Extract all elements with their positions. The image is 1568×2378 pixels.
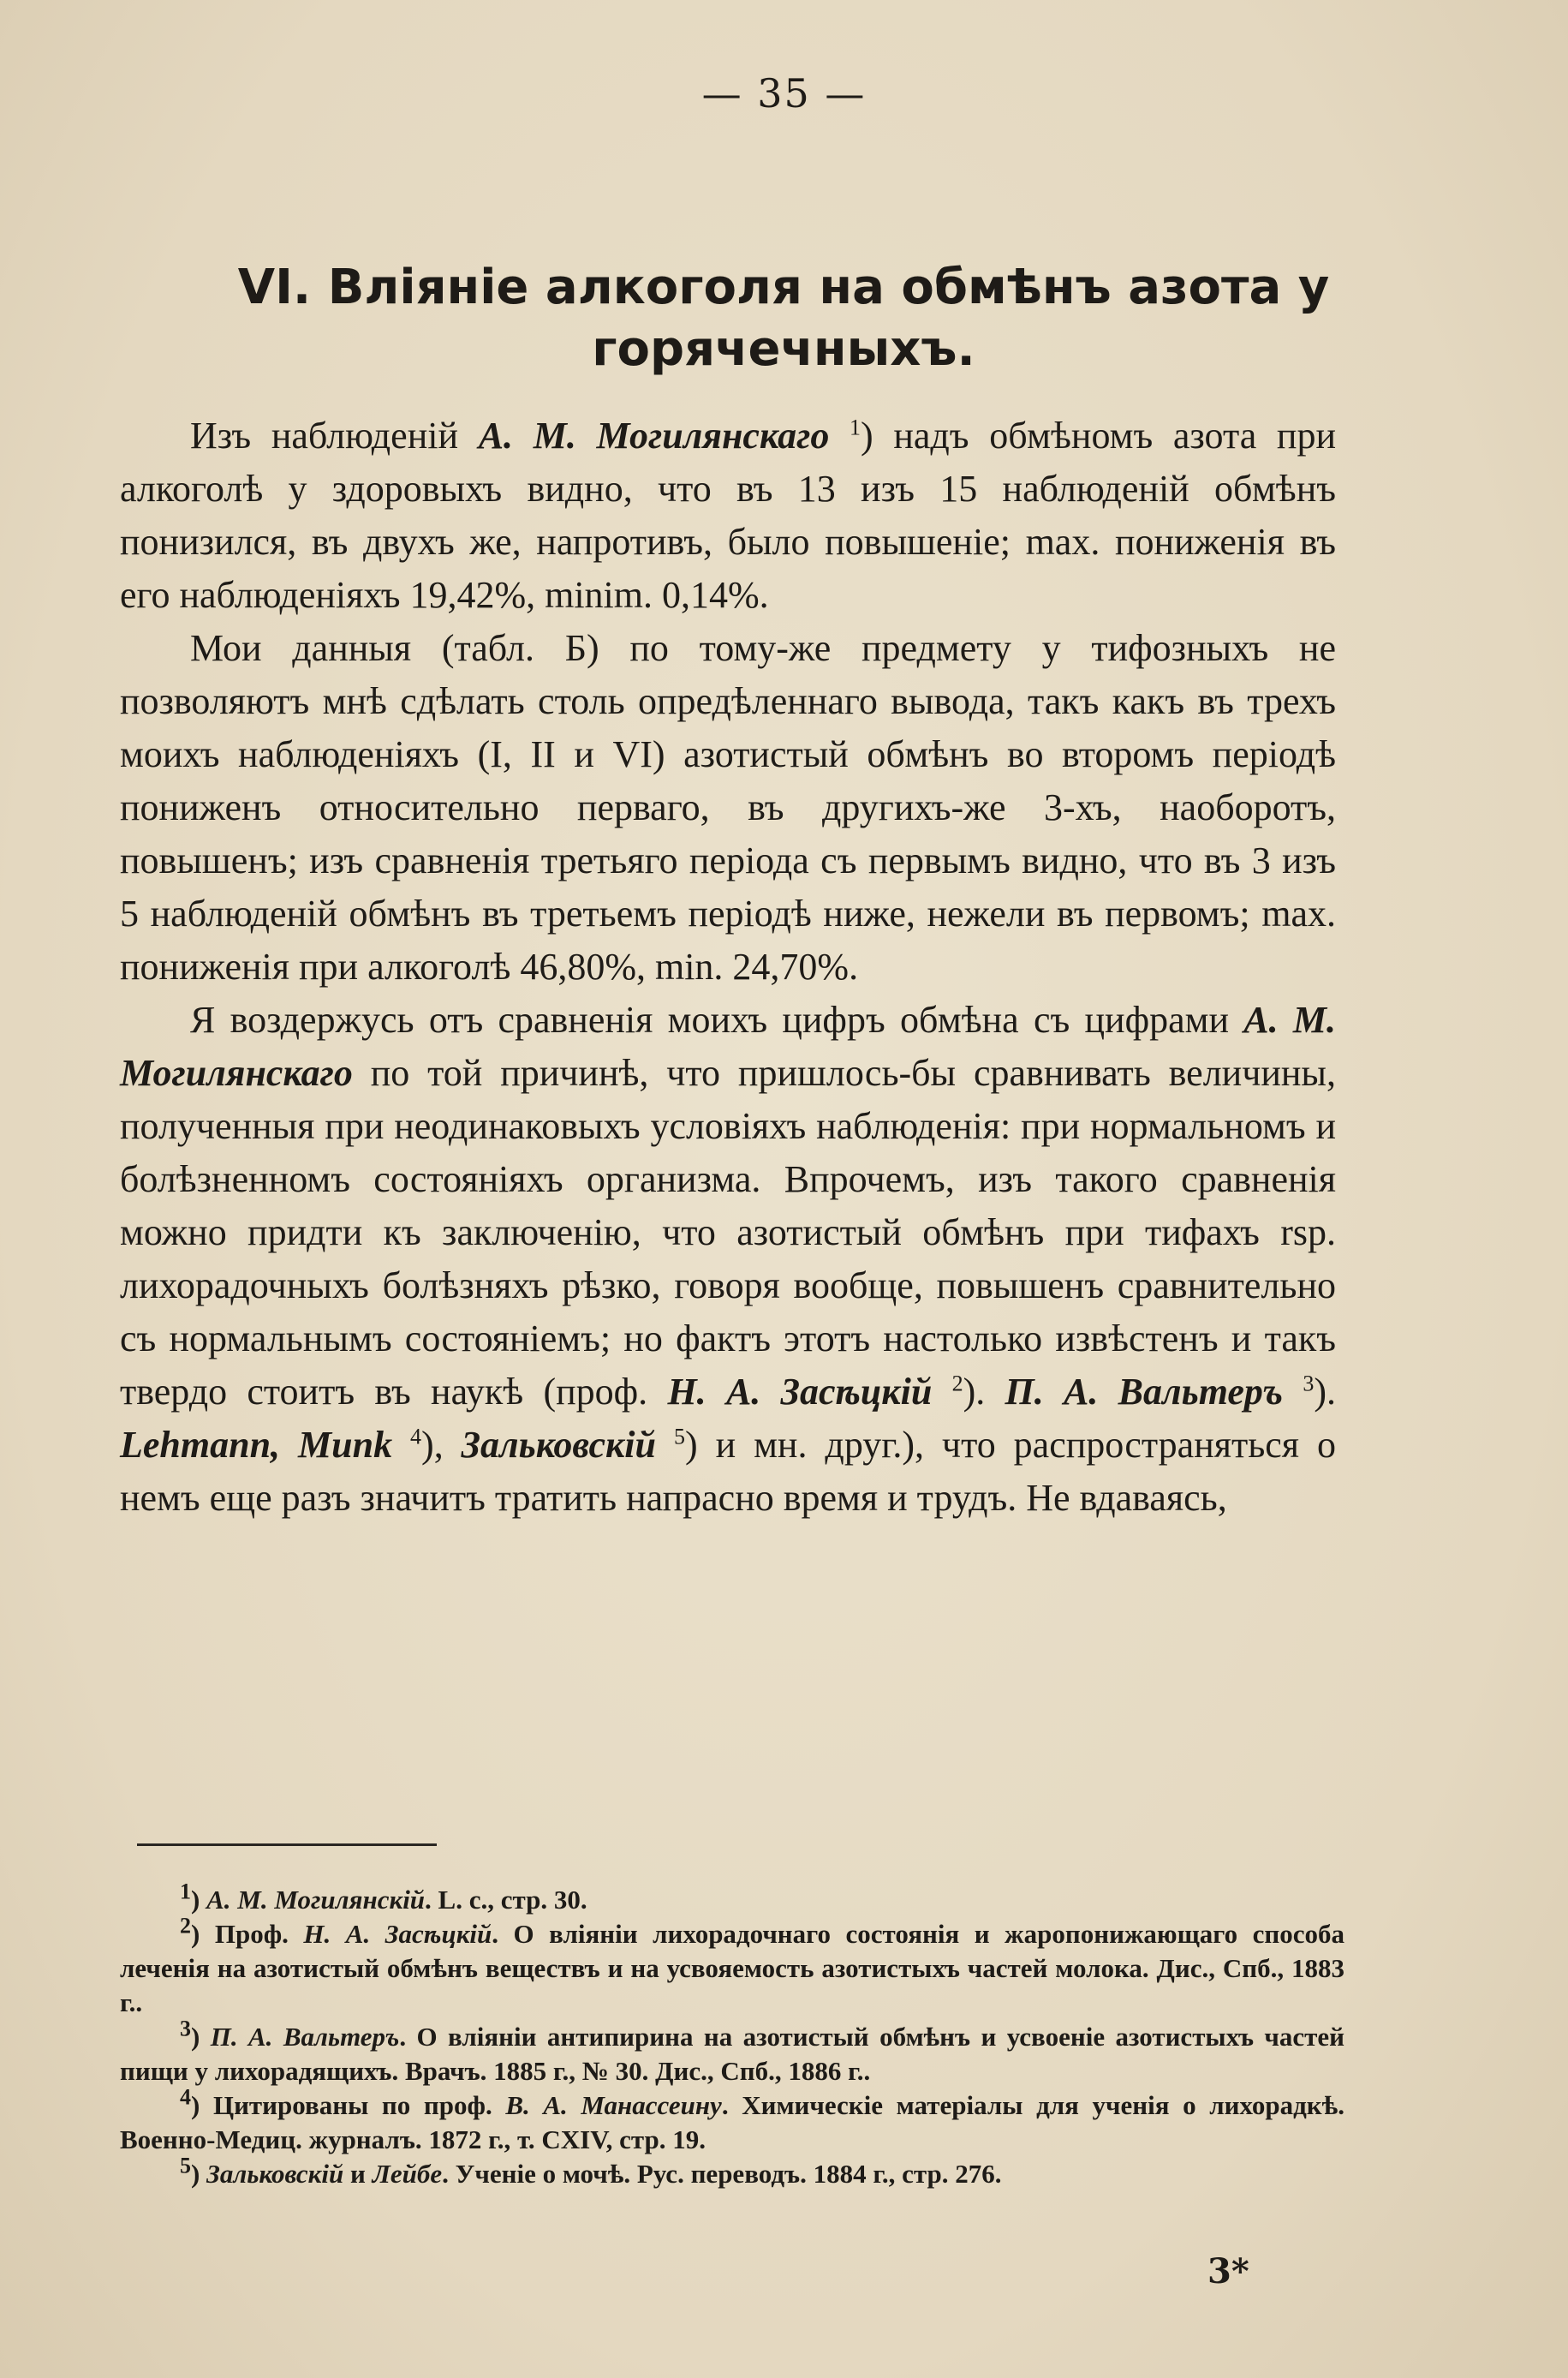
footnote-conjunction: и: [343, 2159, 373, 2189]
paragraph-3-text-f: ) и мн. друг.), что распространяться о немъ еще разъ значитъ тратить напрасно время и трудъ. Не вдаваясь,: [120, 1424, 1337, 1519]
footnote-number: 2: [180, 1913, 191, 1939]
footnote-2: $^2$) Проф. Н. А. Засѣцкій. О вліяніи лихорадочнаго состоянія и жаропонижающаго способа леченія на азотистый обмѣнъ веществъ и на усвояемость азотистыхъ частей молока. Дис., Спб., 1883 г..: [120, 1913, 1344, 2017]
chapter-title-line-1: VI. Вліяніе алкоголя на обмѣнъ азота у: [237, 260, 1330, 315]
footnote-text: . Химическіе матеріалы для ученія о лихорадкѣ. Военно-Медиц. журналъ. 1872 г., т. CXIV, стр. 19.: [120, 2090, 1344, 2154]
paragraph-3: [120, 994, 1336, 1525]
footnote-text: . О вліяніи антипирина на азотистый обмѣнъ и усвоеніе азотистыхъ частей пищи у лихорадящихъ. Врачъ. 1885 г., № 30. Дис., Спб., 1886 г..: [120, 2022, 1345, 2086]
chapter-title-line-2: горячечныхъ.: [592, 321, 975, 377]
footnote-number: 1: [180, 1879, 191, 1904]
paragraph-3-text-e: ),: [421, 1424, 462, 1466]
footnote-text: . Ученіе о мочѣ. Рус. переводъ. 1884 г., стр. 276.: [442, 2159, 1002, 2189]
paragraph-2: Мои данныя (табл. Б) по тому-же предмету у тифозныхъ не позволяютъ мнѣ сдѣлать столь опредѣленнаго вывода, такъ какъ въ трехъ моихъ наблюденіяхъ (I, II и VI) азотистый обмѣнъ во второмъ періодѣ пониженъ относительно перваго, въ другихъ-же 3-хъ, наоборотъ, повышенъ; изъ сравненія третьяго періода съ первымъ видно, что въ 3 изъ 5 наблюденій обмѣнъ въ третьемъ періодѣ ниже, нежели въ первомъ; max. пониженія при алкоголѣ 46,80%, min. 24,70%.: [120, 627, 1336, 988]
footnote-divider: [137, 1843, 437, 1846]
author-reference: П. А. Вальтеръ: [1005, 1371, 1284, 1413]
page-number: — 35 —: [701, 70, 867, 117]
footnote-marker: 5: [673, 1424, 685, 1449]
footnote-marker: 4: [410, 1424, 422, 1449]
author-reference: А. М. Могилянскаго: [478, 415, 830, 457]
footnotes: [120, 1879, 1345, 2191]
author-reference: Lehmann, Munk: [120, 1424, 393, 1466]
footnote-author: А. М. Могилянскій: [206, 1885, 426, 1915]
paragraph-1-text-a: Изъ наблюденій: [190, 415, 479, 457]
footnote-number: 4: [180, 2084, 191, 2110]
footnote-prefix: Проф.: [214, 1919, 304, 1949]
paragraph-1: [120, 409, 1336, 622]
signature-mark: 3*: [1207, 2251, 1249, 2291]
footnote-author: Н. А. Засѣцкій: [303, 1919, 492, 1949]
body-text: [120, 409, 1336, 1525]
author-reference: А. М. Могилянскаго: [120, 999, 1336, 1094]
footnote-author: П. А. Вальтеръ: [210, 2022, 400, 2052]
chapter-title: [120, 257, 1447, 380]
footnote-text: . L. c., стр. 30.: [425, 1885, 587, 1915]
footnote-4: $^4$) Цитированы по проф. В. А. Манассеину. Химическіе матеріалы для ученія о лихорадкѣ. Военно-Медиц. журналъ. 1872 г., т. CXIV, стр. 19.: [120, 2084, 1344, 2154]
footnote-author: Зальковскій: [206, 2159, 344, 2189]
paragraph-3-text-d: ).: [1314, 1371, 1336, 1413]
footnote-3: $^3$) П. А. Вальтеръ. О вліяніи антипирина на азотистый обмѣнъ и усвоеніе азотистыхъ частей пищи у лихорадящихъ. Врачъ. 1885 г., № 30. Дис., Спб., 1886 г..: [120, 2016, 1345, 2086]
paragraph-3-text-a: Я воздержусь отъ сравненія моихъ цифръ обмѣна съ цифрами: [190, 999, 1244, 1041]
footnote-1: $^1$) А. М. Могилянскій. L. c., стр. 30.: [180, 1879, 587, 1915]
footnote-5: $^5$) Зальковскій и Лейбе. Ученіе о мочѣ. Рус. переводъ. 1884 г., стр. 276.: [180, 2153, 1002, 2189]
footnote-prefix: Цитированы по проф.: [212, 2090, 506, 2120]
paragraph-1-text-b: ) надъ обмѣномъ азота при алкоголѣ у здоровыхъ видно, что въ 13 изъ 15 наблюденій обмѣнъ понизился, въ двухъ же, напротивъ, было повышеніе; max. пониженія въ его наблюденіяхъ 19,42%, minim. 0,14%.: [120, 415, 1337, 616]
footnote-author: Лейбе: [372, 2159, 443, 2189]
footnote-marker: 3: [1303, 1371, 1315, 1396]
paragraph-3-text-c: ).: [963, 1371, 1005, 1413]
footnote-marker: 2: [951, 1371, 963, 1396]
author-reference: Н. А. Засѣцкій: [667, 1371, 933, 1413]
footnote-author: В. А. Манассеину: [505, 2090, 722, 2120]
footnote-number: 3: [180, 2016, 191, 2041]
footnote-number: 5: [180, 2153, 191, 2178]
paragraph-3-text-b: по той причинѣ, что пришлось-бы сравнивать величины, полученныя при неодинаковыхъ условіяхъ наблюденія: при нормальномъ и болѣзненномъ состояніяхъ организма. Впрочемъ, изъ такого сравненія можно придти къ заключенію, что азотистый обмѣнъ при тифахъ rsp. лихорадочныхъ болѣзняхъ рѣзко, говоря вообще, повышенъ сравнительно съ нормальнымъ состояніемъ; но фактъ этотъ настолько извѣстенъ и такъ твердо стоитъ въ наукѣ (проф.: [120, 1052, 1336, 1413]
footnote-text: . О вліяніи лихорадочнаго состоянія и жаропонижающаго способа леченія на азотистый обмѣнъ веществъ и на усвояемость азотистыхъ частей молока. Дис., Спб., 1883 г..: [120, 1919, 1344, 2017]
footnote-marker: 1: [850, 415, 862, 440]
author-reference: Зальковскій: [461, 1424, 656, 1466]
